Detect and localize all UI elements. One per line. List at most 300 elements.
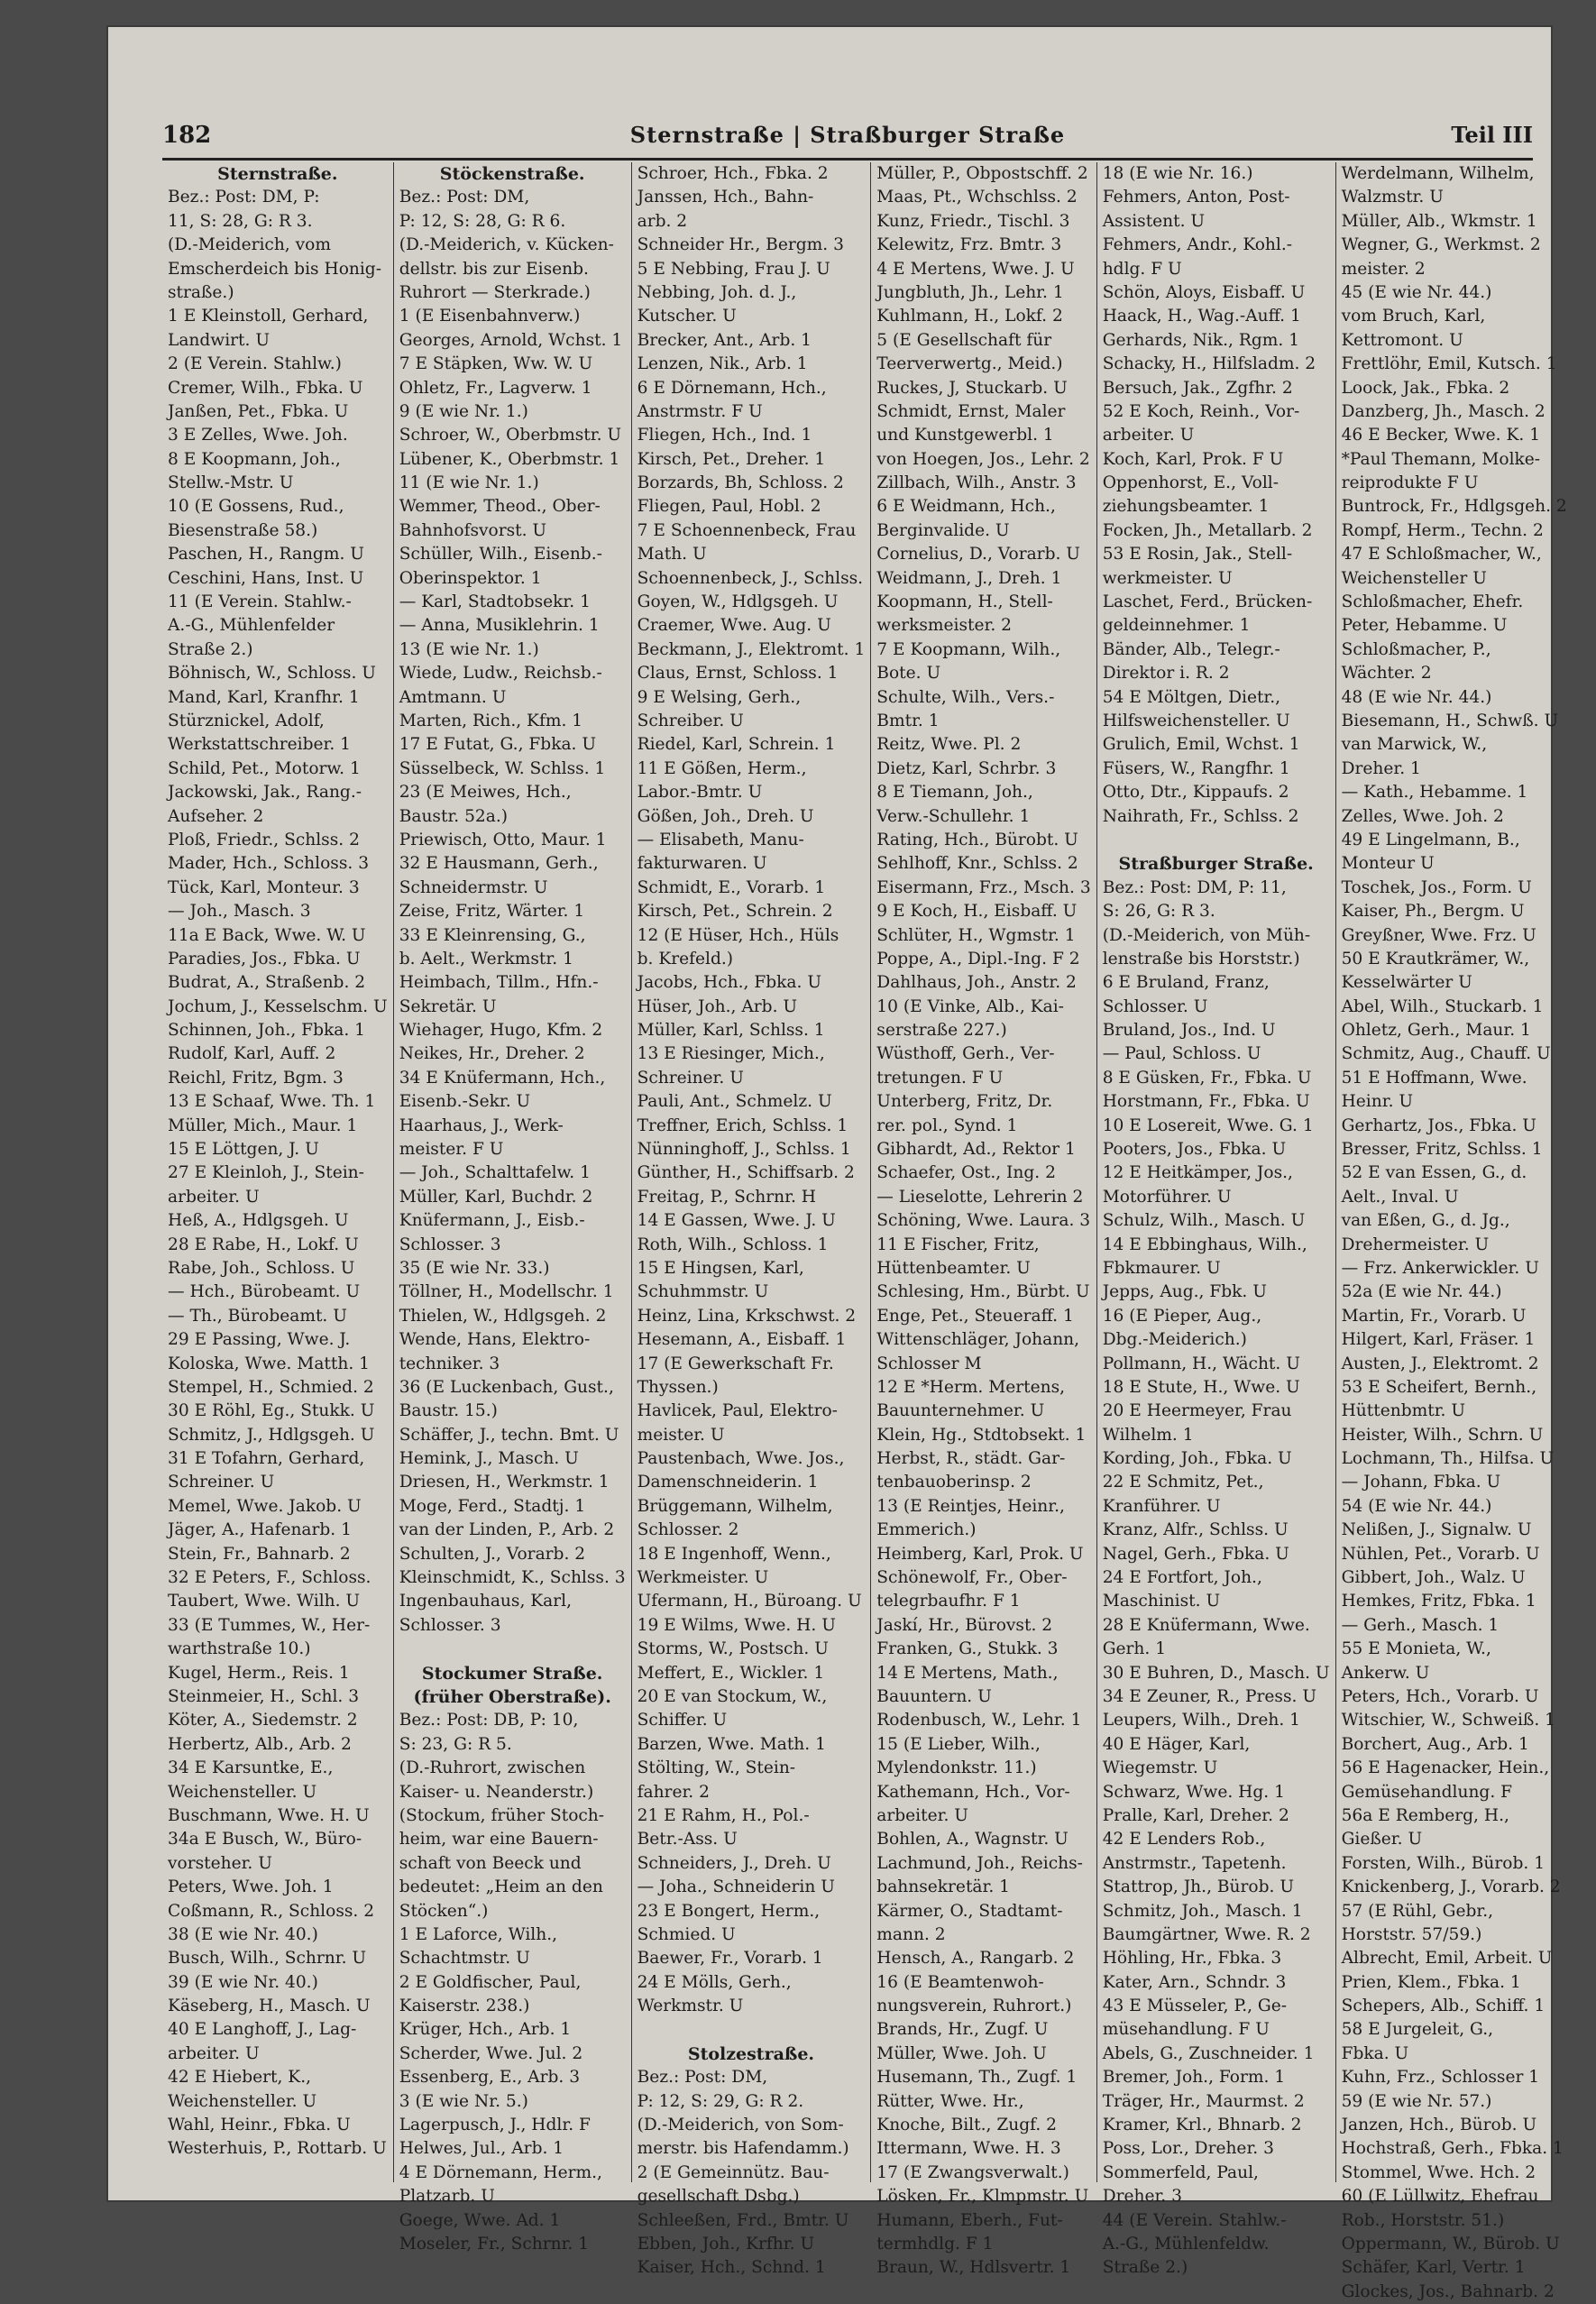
directory-entry: Eisenb.-Sekr. U (399, 1092, 531, 1112)
directory-entry: Schäfer, Karl, Vertr. 1 (1341, 2258, 1526, 2278)
directory-entry: Enge, Pet., Steueraff. 1 (876, 1306, 1074, 1326)
directory-entry: Humann, Eberh., Fut- (876, 2210, 1063, 2230)
directory-entry: Koch, Karl, Prok. F U (1102, 449, 1284, 469)
directory-entry: 8 E Tiemann, Joh., (876, 783, 1033, 803)
directory-entry: Heß, A., Hdlgsgeh. U (168, 1211, 349, 1231)
directory-entry: Reitz, Wwe. Pl. 2 (876, 735, 1022, 755)
directory-entry: meister. 2 (1341, 259, 1426, 279)
directory-entry: 32 E Peters, F., Schloss. (168, 1568, 371, 1588)
directory-entry: Biesenstraße 58.) (168, 520, 318, 540)
page-running-title: Sternstraße | Straßburger Straße (629, 122, 1066, 148)
directory-entry: Goege, Wwe. Ad. 1 (399, 2210, 561, 2230)
directory-entry: — Hch., Bürobeamt. U (168, 1282, 361, 1302)
directory-entry: Schreiber. U (637, 711, 744, 730)
directory-entry: Herbertz, Alb., Arb. 2 (168, 1734, 352, 1754)
directory-entry: 13 E Riesinger, Mich., (637, 1044, 825, 1064)
directory-entry: Knüfermann, J., Eisb.- (399, 1211, 585, 1231)
directory-entry: Dreher. 1 (1341, 758, 1421, 778)
directory-entry: Bez.: Post: DB, P: 10, (399, 1711, 579, 1730)
directory-entry: Forsten, Wilh., Bürob. 1 (1341, 1853, 1546, 1873)
directory-entry: Wahl, Heinr., Fbka. U (168, 2116, 351, 2135)
directory-entry: (D.-Ruhrort, zwischen (399, 1758, 586, 1778)
directory-entry: Gößen, Joh., Dreh. U (637, 806, 814, 826)
directory-entry: Meffert, E., Wickler. 1 (637, 1663, 825, 1683)
directory-entry: Baustr. 15.) (399, 1401, 498, 1421)
directory-entry: — Anna, Musiklehrin. 1 (399, 616, 600, 636)
directory-entry: Hüser, Joh., Arb. U (637, 996, 798, 1016)
directory-entry: 12 (E Hüser, Hch., Hüls (637, 925, 839, 945)
directory-entry: Träger, Hr., Maurmst. 2 (1102, 2091, 1305, 2111)
directory-entry: Moseler, Fr., Schrnr. 1 (399, 2234, 590, 2254)
directory-entry: Kärmer, O., Stadtamt- (876, 1901, 1063, 1921)
directory-entry: warthstraße 10.) (168, 1639, 311, 1659)
directory-entry: Peters, Wwe. Joh. 1 (168, 1877, 334, 1897)
directory-entry: von Hoegen, Jos., Lehr. 2 (876, 449, 1090, 469)
directory-entry: Knickenberg, J., Vorarb. 2 (1341, 1877, 1561, 1897)
directory-entry: 15 E Hingsen, Karl, (637, 1258, 804, 1278)
directory-entry: Jacobs, Hch., Fbka. U (637, 973, 822, 993)
directory-entry: gesellschaft Dsbg.) (637, 2187, 800, 2207)
directory-entry (1103, 829, 1330, 852)
directory-entry: Storms, W., Postsch. U (637, 1639, 829, 1659)
directory-entry: Töllner, H., Modellschr. 1 (399, 1282, 614, 1302)
directory-entry: Müller, P., Obpostschff. 2 (876, 164, 1088, 183)
directory-entry: serstraße 227.) (876, 1021, 1007, 1041)
directory-entry: Heimberg, Karl, Prok. U (876, 1544, 1084, 1564)
directory-entry: Buschmann, Wwe. H. U (168, 1805, 370, 1825)
directory-entry: 12 E *Herm. Mertens, (876, 1377, 1066, 1397)
directory-entry: Höhling, Hr., Fbka. 3 (1102, 1949, 1282, 1969)
directory-entry: 29 E Passing, Wwe. J. (168, 1330, 351, 1350)
directory-entry: Bremer, Joh., Form. 1 (1102, 2068, 1286, 2088)
directory-entry: Poss, Lor., Dreher. 3 (1102, 2139, 1274, 2159)
column-1 (162, 162, 394, 2182)
directory-entry: Reichl, Fritz, Bgm. 3 (168, 1068, 344, 1088)
directory-entry: 51 E Hoffmann, Wwe. (1341, 1068, 1527, 1088)
directory-entry: 11a E Back, Wwe. W. U (168, 925, 366, 945)
directory-entry: 10 (E Vinke, Alb., Kai- (876, 996, 1064, 1016)
directory-entry: Wittenschläger, Johann, (876, 1330, 1080, 1350)
directory-entry: Jaskí, Hr., Bürovst. 2 (876, 1615, 1053, 1635)
directory-entry: P: 12, S: 28, G: R 6. (399, 211, 566, 231)
directory-entry: A.-G., Mühlenfeldw. (1102, 2234, 1270, 2254)
directory-entry: Georges, Arnold, Wchst. 1 (399, 330, 623, 350)
directory-entry: Rompf, Herm., Techn. 2 (1341, 520, 1544, 540)
directory-entry: 1 (E Eisenbahnverw.) (399, 307, 581, 326)
directory-entry: 23 E Bongert, Herm., (637, 1901, 821, 1921)
directory-entry: 11 (E wie Nr. 1.) (399, 473, 539, 493)
directory-entry: Husemann, Th., Zugf. 1 (876, 2068, 1078, 2088)
directory-entry: Maas, Pt., Wchschlss. 2 (876, 188, 1078, 207)
directory-entry: Sommerfeld, Paul, (1102, 2162, 1259, 2182)
directory-entry: hdlg. F U (1102, 259, 1182, 279)
directory-entry: Kesselwärter U (1341, 973, 1472, 993)
directory-entry: Cremer, Wilh., Fbka. U (168, 378, 363, 398)
directory-entry: Neikes, Hr., Dreher. 2 (399, 1044, 585, 1064)
directory-entry: Kleinschmidt, K., Schlss. 3 (399, 1568, 626, 1588)
directory-entry: meister. U (637, 1425, 725, 1445)
directory-entry: — Joh., Masch. 3 (168, 902, 311, 922)
directory-entry: *Paul Themann, Molke- (1341, 449, 1541, 469)
directory-entry: Jochum, J., Kesselschm. U (168, 996, 388, 1016)
directory-entry: reiprodukte F U (1341, 473, 1479, 493)
directory-entry: Claus, Ernst, Schloss. 1 (637, 664, 839, 684)
directory-entry: Ruhrort — Sterkrade.) (399, 282, 591, 302)
directory-entry: 52 E van Essen, G., d. (1341, 1163, 1527, 1183)
directory-entry: Köter, A., Siedemstr. 2 (168, 1711, 358, 1730)
directory-entry: telegrbaufhr. F 1 (876, 1592, 1021, 1611)
directory-entry: 60 (E Lüllwitz, Ehefrau (1341, 2187, 1539, 2207)
street-heading: (früher Oberstraße). (413, 1687, 611, 1707)
directory-entry: Baustr. 52a.) (399, 806, 509, 826)
directory-entry: Franken, G., Stukk. 3 (876, 1639, 1059, 1659)
directory-entry: Süsselbeck, W. Schlss. 1 (399, 758, 606, 778)
directory-entry: Bez.: Post: DM, P: (168, 188, 320, 207)
directory-entry: Nühlen, Pet., Vorarb. U (1341, 1544, 1540, 1564)
directory-entry: Schloßmacher, P., (1341, 639, 1491, 659)
directory-entry: Gießer. U (1341, 1830, 1423, 1850)
directory-entry: Lenzen, Nik., Arb. 1 (637, 354, 808, 374)
directory-entry: Schneiders, J., Dreh. U (637, 1853, 831, 1873)
directory-entry: Bote. U (876, 664, 941, 684)
directory-entry: 33 (E Tummes, W., Her- (168, 1615, 371, 1635)
directory-entry: 59 (E wie Nr. 57.) (1341, 2091, 1492, 2111)
directory-entry: Freitag, P., Schrnr. H (637, 1187, 816, 1207)
directory-entry: Stölting, W., Stein- (637, 1758, 796, 1778)
directory-entry: Schlosser M (876, 1354, 982, 1373)
directory-entry: Toschek, Jos., Form. U (1341, 877, 1532, 897)
directory-entry: Goyen, W., Hdlgsgeh. U (637, 592, 839, 612)
directory-entry: Labor.-Bmtr. U (637, 783, 763, 803)
directory-entry: 49 E Lingelmann, B., (1341, 830, 1520, 849)
directory-entry: Schlesing, Hm., Bürbt. U (876, 1282, 1090, 1302)
directory-entry: Pollmann, H., Wächt. U (1102, 1354, 1300, 1373)
column-2 (394, 162, 632, 2254)
directory-entry: Peters, Hch., Vorarb. U (1341, 1687, 1539, 1706)
directory-entry: Weichensteller. U (168, 1782, 317, 1802)
directory-entry: Hilfsweichensteller. U (1102, 711, 1290, 730)
directory-entry: Kaiser, Hch., Schnd. 1 (637, 2258, 826, 2278)
directory-entry: Nelißen, J., Signalw. U (1341, 1520, 1532, 1540)
directory-entry: Bauuntern. U (876, 1687, 992, 1706)
directory-entry: arbeiter. U (168, 1187, 260, 1207)
directory-entry: 35 (E wie Nr. 33.) (399, 1258, 550, 1278)
street-heading: Stolzestraße. (687, 2043, 815, 2064)
directory-entry: 24 E Fortfort, Joh., (1102, 1568, 1262, 1588)
directory-entry: 17 (E Zwangsverwalt.) (876, 2162, 1069, 2182)
directory-entry: Eisermann, Frz., Msch. 3 (876, 877, 1091, 897)
directory-entry: Buntrock, Fr., Hdlgsgeh. 2 (1341, 497, 1567, 517)
directory-entry: Kuhn, Frz., Schlosser 1 (1341, 2068, 1540, 2088)
directory-entry: 10 (E Gossens, Rud., (168, 497, 344, 517)
directory-entry: 13 (E wie Nr. 1.) (399, 639, 539, 659)
directory-entry: Schlosser. 3 (399, 1235, 501, 1254)
directory-entry: Emmerich.) (876, 1520, 977, 1540)
directory-entry: 53 E Scheifert, Bernh., (1341, 1377, 1537, 1397)
directory-entry: Krüger, Hch., Arb. 1 (399, 2020, 572, 2040)
directory-entry: Pooters, Jos., Fbka. U (1102, 1140, 1287, 1160)
directory-entry: 16 (E Pieper, Aug., (1102, 1306, 1262, 1326)
directory-entry: Fehmers, Andr., Kohl.- (1102, 235, 1293, 255)
directory-entry: Thyssen.) (637, 1377, 719, 1397)
directory-entry: b. Aelt., Werkmstr. 1 (399, 949, 573, 968)
directory-entry: Cornelius, D., Vorarb. U (876, 545, 1080, 565)
directory-entry: Koloska, Wwe. Matth. 1 (168, 1354, 370, 1373)
directory-entry: Gibhardt, Ad., Rektor 1 (876, 1140, 1076, 1160)
directory-entry: Braun, W., Hdlsvertr. 1 (876, 2258, 1071, 2278)
directory-entry: 15 (E Lieber, Wilh., (876, 1734, 1041, 1754)
directory-entry: Dbg.-Meiderich.) (1102, 1330, 1247, 1350)
directory-entry: Schmidt, Ernst, Maler (876, 401, 1066, 421)
directory-entry: 52 E Koch, Reinh., Vor- (1102, 401, 1300, 421)
directory-entry: Thielen, W., Hdlgsgeh. 2 (399, 1306, 607, 1326)
directory-entry: Gerhards, Nik., Rgm. 1 (1102, 330, 1300, 350)
directory-entry: 56 E Hagenacker, Hein., (1341, 1758, 1550, 1778)
directory-entry: Hilgert, Karl, Fräser. 1 (1341, 1330, 1536, 1350)
directory-entry: Rating, Hch., Bürobt. U (876, 830, 1078, 849)
directory-entry: Schleeßen, Frd., Bmtr. U (637, 2210, 849, 2230)
directory-entry: arbeiter. U (876, 1805, 968, 1825)
directory-entry: 4 E Dörnemann, Herm., (399, 2162, 602, 2182)
directory-entry: 11 E Gößen, Herm., (637, 758, 807, 778)
directory-entry: Craemer, Wwe. Aug. U (637, 616, 831, 636)
directory-entry: arbeiter. U (168, 2043, 260, 2063)
directory-entry: 7 E Stäpken, Ww. W. U (399, 354, 593, 374)
directory-entry: geldeinnehmer. 1 (1102, 616, 1251, 636)
directory-entry: merstr. bis Hafendamm.) (637, 2139, 849, 2159)
directory-entry: Schinnen, Joh., Fbka. 1 (168, 1021, 365, 1041)
directory-entry: Wiegemstr. U (1102, 1758, 1218, 1778)
directory-entry: Weichensteller U (1341, 568, 1487, 588)
directory-entry: Paustenbach, Wwe. Jos., (637, 1449, 845, 1469)
directory-entry: 20 E van Stockum, W., (637, 1687, 828, 1706)
directory-entry: Danzberg, Jh., Masch. 2 (1341, 401, 1546, 421)
directory-entry: Grulich, Emil, Wchst. 1 (1102, 735, 1300, 755)
directory-entry: Horststr. 57/59.) (1341, 1924, 1482, 1944)
directory-entry: Bez.: Post: DM, P: 11, (1102, 877, 1287, 897)
directory-entry: Stempel, H., Schmied. 2 (168, 1377, 374, 1397)
directory-entry: Coßmann, R., Schloss. 2 (168, 1901, 375, 1921)
directory-entry: Ceschini, Hans, Inst. U (168, 568, 364, 588)
directory-entry: Roth, Wilh., Schloss. 1 (637, 1235, 829, 1254)
directory-entry: Müller, Alb., Wkmstr. 1 (1341, 211, 1537, 231)
directory-entry: Priewisch, Otto, Maur. 1 (399, 830, 607, 849)
directory-entry: 22 E Schmitz, Pet., (1102, 1473, 1264, 1492)
directory-entry: Schmied. U (637, 1924, 736, 1944)
directory-entry: — Paul, Schloss. U (1102, 1044, 1261, 1064)
directory-entry: Schild, Pet., Motorw. 1 (168, 758, 361, 778)
directory-entry (637, 2018, 866, 2042)
directory-entry: Koopmann, H., Stell- (876, 592, 1053, 612)
directory-entry: Weidmann, J., Dreh. 1 (876, 568, 1062, 588)
directory-entry: 11, S: 28, G: R 3. (168, 211, 313, 231)
directory-entry: schaft von Beeck und (399, 1853, 582, 1873)
directory-entry: 46 E Becker, Wwe. K. 1 (1341, 426, 1541, 445)
directory-entry: 54 (E wie Nr. 44.) (1341, 1496, 1492, 1516)
directory-entry: 14 E Mertens, Math., (876, 1663, 1059, 1683)
directory-entry: 7 E Koopmann, Wilh., (876, 639, 1061, 659)
directory-entry: — Johann, Fbka. U (1341, 1473, 1501, 1492)
directory-entry: P: 12, S: 29, G: R 2. (637, 2091, 804, 2111)
directory-entry: Heinz, Lina, Krkschwst. 2 (637, 1306, 857, 1326)
directory-entry: 13 E Schaaf, Wwe. Th. 1 (168, 1092, 376, 1112)
directory-entry: A.-G., Mühlenfelder (168, 616, 335, 636)
directory-entry: Aelt., Inval. U (1341, 1187, 1459, 1207)
directory-entry: Müller, Karl, Buchdr. 2 (399, 1187, 593, 1207)
directory-entry: heim, war eine Bauern- (399, 1830, 599, 1850)
column-6 (1336, 162, 1573, 2301)
directory-entry: Schloßmacher, Ehefr. (1341, 592, 1524, 612)
directory-entry: 55 E Monieta, W., (1341, 1639, 1491, 1659)
directory-entry: Nünninghoff, J., Schlss. 1 (637, 1140, 851, 1160)
directory-entry: Lübener, K., Oberbmstr. 1 (399, 449, 620, 469)
directory-entry: Böhnisch, W., Schloss. U (168, 664, 376, 684)
directory-entry: termhdlg. F 1 (876, 2234, 994, 2254)
directory-entry: — Elisabeth, Manu- (637, 830, 804, 849)
directory-entry: 7 E Schoennenbeck, Frau (637, 520, 857, 540)
directory-entry: Bersuch, Jak., Zgfhr. 2 (1102, 378, 1293, 398)
directory-entry: Aufseher. 2 (168, 806, 264, 826)
directory-entry: Schmitz, J., Hdlgsgeh. U (168, 1425, 375, 1445)
directory-entry: Hüttenbmtr. U (1341, 1401, 1466, 1421)
directory-entry: 39 (E wie Nr. 40.) (168, 1972, 318, 1992)
directory-entry: van Eßen, G., d. Jg., (1341, 1211, 1510, 1231)
directory-entry: Wemmer, Theod., Ober- (399, 497, 601, 517)
directory-entry: Lochmann, Th., Hilfsa. U (1341, 1449, 1555, 1469)
directory-entry: 21 E Rahm, H., Pol.- (637, 1805, 810, 1825)
directory-entry: Gibbert, Joh., Walz. U (1341, 1568, 1526, 1588)
directory-entry: Ittermann, Wwe. H. 3 (876, 2139, 1061, 2159)
directory-entry: 18 E Stute, H., Wwe. U (1102, 1377, 1300, 1397)
directory-entry: Schulz, Wilh., Masch. U (1102, 1211, 1306, 1231)
directory-entry: Naihrath, Fr., Schlss. 2 (1102, 806, 1299, 826)
directory-entry: Bauunternehmer. U (876, 1401, 1045, 1421)
directory-columns (162, 162, 1567, 2301)
directory-entry: Bmtr. 1 (876, 711, 940, 730)
directory-entry: werksmeister. 2 (876, 616, 1013, 636)
directory-entry: Lachmund, Joh., Reichs- (876, 1853, 1083, 1873)
directory-entry: Fliegen, Paul, Hobl. 2 (637, 497, 821, 517)
directory-entry: 11 (E Verein. Stahlw.- (168, 592, 352, 612)
directory-entry: — Lieselotte, Lehrerin 2 (876, 1187, 1084, 1207)
directory-entry: 44 (E Verein. Stahlw.- (1102, 2210, 1287, 2230)
directory-entry: Janzen, Hch., Bürob. U (1341, 2116, 1537, 2135)
directory-entry: Gerh. 1 (1102, 1639, 1167, 1659)
directory-entry: 2 (E Verein. Stahlw.) (168, 354, 342, 374)
directory-entry: Otto, Dtr., Kippaufs. 2 (1102, 783, 1289, 803)
directory-entry: Janßen, Pet., Fbka. U (168, 401, 349, 421)
directory-entry: tretungen. F U (876, 1068, 1004, 1088)
directory-entry: Schuhmmstr. U (637, 1282, 769, 1302)
directory-entry: vom Bruch, Karl, (1341, 307, 1486, 326)
directory-entry: Schroer, W., Oberbmstr. U (399, 426, 622, 445)
directory-entry: Gerhartz, Jos., Fbka. U (1341, 1115, 1536, 1135)
directory-entry: 34 E Zeuner, R., Press. U (1102, 1687, 1316, 1706)
directory-entry: 17 E Futat, G., Fbka. U (399, 735, 597, 755)
directory-entry: Straße 2.) (1102, 2258, 1188, 2278)
page-number: 182 (162, 122, 212, 149)
directory-entry: Schlosser. U (1102, 996, 1208, 1016)
directory-entry: Horstmann, Fr., Fbka. U (1102, 1092, 1310, 1112)
directory-entry: b. Krefeld.) (637, 949, 734, 968)
directory-entry: Kranz, Alfr., Schlss. U (1102, 1520, 1289, 1540)
directory-entry: Maschinist. U (1102, 1592, 1221, 1611)
directory-entry: Helwes, Jul., Arb. 1 (399, 2139, 564, 2159)
directory-entry: Hochstraß, Gerh., Fbka. 1 (1341, 2139, 1564, 2159)
directory-entry: — Karl, Stadtobsekr. 1 (399, 592, 591, 612)
directory-entry: Schulte, Wilh., Vers.- (876, 687, 1055, 707)
directory-entry: werkmeister. U (1102, 568, 1233, 588)
directory-entry: Wegner, G., Werkmst. 2 (1341, 235, 1541, 255)
directory-entry: 28 E Knüfermann, Wwe. (1102, 1615, 1310, 1635)
directory-entry: Rabe, Joh., Schloss. U (168, 1258, 355, 1278)
directory-entry: 9 E Koch, H., Eisbaff. U (876, 902, 1078, 922)
directory-entry: Schreiner. U (637, 1068, 744, 1088)
directory-entry: Kelewitz, Frz. Bmtr. 3 (876, 235, 1062, 255)
directory-entry: Moge, Ferd., Stadtj. 1 (399, 1496, 586, 1516)
directory-entry: Lagerpusch, J., Hdlr. F (399, 2116, 591, 2135)
directory-entry: Steinmeier, H., Schl. 3 (168, 1687, 360, 1706)
directory-entry: Nebbing, Joh. d. J., (637, 282, 797, 302)
directory-entry: techniker. 3 (399, 1354, 500, 1373)
directory-entry: Schön, Aloys, Eisbaff. U (1102, 282, 1306, 302)
directory-entry: Schneider Hr., Bergm. 3 (637, 235, 844, 255)
directory-entry: dellstr. bis zur Eisenb. (399, 259, 589, 279)
directory-entry: 6 E Dörnemann, Hch., (637, 378, 827, 398)
directory-entry: Schmitz, Aug., Chauff. U (1341, 1044, 1551, 1064)
directory-entry: Betr.-Ass. U (637, 1830, 738, 1850)
directory-entry: Leupers, Wilh., Dreh. 1 (1102, 1711, 1300, 1730)
directory-entry: Müller, Mich., Maur. 1 (168, 1115, 358, 1135)
directory-entry: Taubert, Wwe. Wilh. U (168, 1592, 361, 1611)
directory-entry: Monteur U (1341, 854, 1435, 874)
directory-entry: Ankerw. U (1341, 1663, 1430, 1683)
directory-entry: 38 (E wie Nr. 40.) (168, 1924, 318, 1944)
directory-entry (399, 1638, 626, 1661)
directory-entry: Schachtmstr. U (399, 1949, 530, 1969)
directory-entry: Sekretär. U (399, 996, 497, 1016)
directory-entry: rer. pol., Synd. 1 (876, 1115, 1018, 1135)
directory-entry: Paradies, Jos., Fbka. U (168, 949, 361, 968)
directory-entry: Haarhaus, J., Werk- (399, 1115, 564, 1135)
directory-entry: Glockes, Jos., Bahnarb. 2 (1341, 2281, 1555, 2301)
directory-entry: Drehermeister. U (1341, 1235, 1490, 1254)
directory-entry: Driesen, H., Werkmstr. 1 (399, 1473, 610, 1492)
directory-entry: ziehungsbeamter. 1 (1102, 497, 1270, 517)
directory-entry: Kugel, Herm., Reis. 1 (168, 1663, 350, 1683)
directory-entry: Kaiser- u. Neanderstr.) (399, 1782, 594, 1802)
directory-entry: Wilhelm. 1 (1102, 1425, 1194, 1445)
directory-entry: S: 23, G: R 5. (399, 1734, 512, 1754)
directory-entry: Witschier, W., Schweiß. 1 (1341, 1711, 1555, 1730)
directory-entry: Riedel, Karl, Schrein. 1 (637, 735, 836, 755)
directory-entry: Knoche, Bilt., Zugf. 2 (876, 2116, 1057, 2135)
directory-entry: Fbkmaurer. U (1102, 1258, 1221, 1278)
directory-entry: Hüttenbeamter. U (876, 1258, 1031, 1278)
directory-entry: 42 E Hiebert, K., (168, 2068, 312, 2088)
directory-entry: Klein, Hg., Stdtobsekt. 1 (876, 1425, 1087, 1445)
directory-entry: Schaefer, Ost., Ing. 2 (876, 1163, 1056, 1183)
directory-entry: Heinr. U (1341, 1092, 1414, 1112)
directory-entry: 11 E Fischer, Fritz, (876, 1235, 1040, 1254)
directory-entry: Motorführer. U (1102, 1187, 1232, 1207)
directory-entry: und Kunstgewerbl. 1 (876, 426, 1054, 445)
directory-entry: 43 E Müsseler, P., Ge- (1102, 1996, 1288, 2016)
directory-entry: Abels, G., Zuschneider. 1 (1102, 2043, 1315, 2063)
directory-entry: — Joha., Schneiderin U (637, 1877, 835, 1897)
directory-entry: Straße 2.) (168, 639, 253, 659)
directory-entry: Verw.-Schullehr. 1 (876, 806, 1031, 826)
